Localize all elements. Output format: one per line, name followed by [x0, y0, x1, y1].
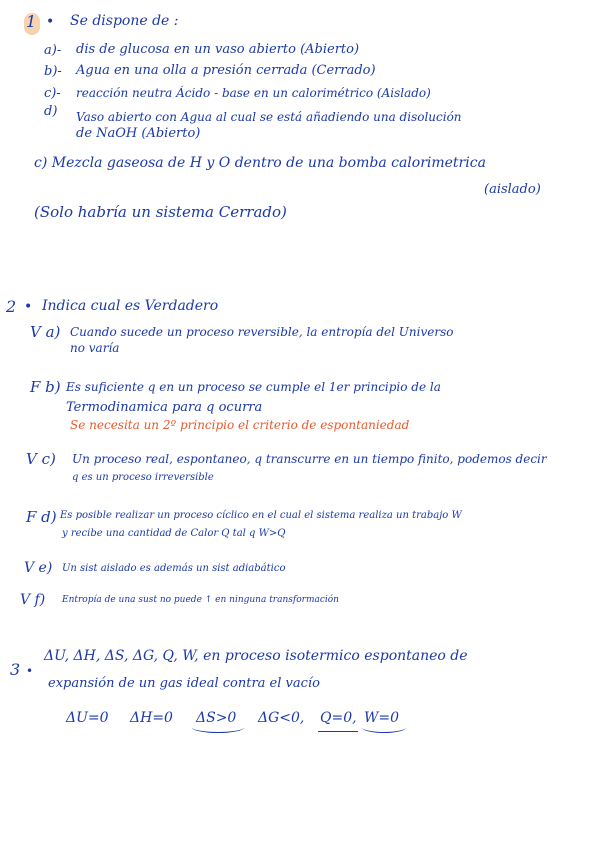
- answer-dg: ΔG<0,: [258, 710, 305, 726]
- item-2c-line1: Un proceso real, espontaneo, q transcurre en un tiempo finito, podemos decir: [72, 452, 547, 466]
- item-b-marker: b)-: [44, 64, 62, 79]
- item-c2-line1: c) Mezcla gaseosa de H y O dentro de una bomba calorimetrica: [34, 155, 486, 171]
- section1-bullet: •: [46, 14, 55, 30]
- section3-number: 3: [10, 660, 21, 679]
- item-2b-correction: Se necesita un 2º principio el criterio de espontaniedad: [70, 418, 410, 432]
- conclusion: (Solo habría un sistema Cerrado): [34, 203, 287, 221]
- item-2f-marker: V f): [20, 592, 46, 608]
- item-d-text-line2: de NaOH (Abierto): [76, 126, 201, 141]
- item-2d-marker: F d): [26, 508, 57, 526]
- section2-bullet: •: [24, 299, 33, 315]
- section1-number: 1: [26, 12, 37, 31]
- answer-ds: ΔS>0: [196, 710, 237, 726]
- item-2c-line2: q es un proceso irreversible: [72, 472, 214, 483]
- item-2e-line1: Un sist aislado es además un sist adiabático: [62, 563, 286, 574]
- item-2d-line1: Es posible realizar un proceso cíclico en el cual el sistema realiza un trabajo W: [60, 510, 462, 521]
- section3-line2: expansión de un gas ideal contra el vacío: [48, 676, 320, 691]
- item-c2-line2: (aislado): [484, 182, 541, 197]
- section2-heading: Indica cual es Verdadero: [42, 298, 219, 314]
- answer-dh: ΔH=0: [130, 710, 173, 726]
- item-a-marker: a)-: [44, 43, 62, 58]
- section3-line1: ΔU, ΔH, ΔS, ΔG, Q, W, en proceso isotermico espontaneo de: [44, 648, 468, 664]
- item-2b-line1: Es suficiente q en un proceso se cumple el 1er principio de la: [66, 380, 441, 394]
- item-b-text: Agua en una olla a presión cerrada (Cerrado): [76, 63, 376, 78]
- item-c-marker: c)-: [44, 86, 61, 101]
- item-d-text-line1: Vaso abierto con Agua al cual se está añadiendo una disolución: [76, 110, 462, 124]
- answer-du: ΔU=0: [66, 710, 109, 726]
- item-2f-line1: Entropía de una sust no puede ↑ en ninguna transformación: [62, 595, 339, 605]
- item-2a-line1: Cuando sucede un proceso reversible, la entropía del Universo: [70, 325, 454, 339]
- section3-bullet: •: [26, 664, 34, 678]
- section1-heading: Se dispone de :: [70, 13, 179, 29]
- item-2d-line2: y recibe una cantidad de Calor Q tal q W>Q: [62, 528, 286, 539]
- item-2c-marker: V c): [26, 450, 56, 468]
- item-2b-marker: F b): [30, 378, 61, 396]
- underline-w: [362, 722, 406, 733]
- underline-ds: [192, 722, 244, 733]
- item-d-marker: d): [44, 104, 58, 119]
- answer-q: Q=0,: [320, 710, 357, 726]
- item-2b-line2: Termodinamica para q ocurra: [66, 400, 263, 415]
- section2-number: 2: [6, 297, 17, 316]
- item-2a-line2: no varía: [70, 341, 120, 355]
- item-c-text: reacción neutra Ácido - base en un calorimétrico (Aislado): [76, 86, 431, 100]
- item-2a-marker: V a): [30, 323, 61, 341]
- answer-w: W=0: [364, 710, 400, 726]
- underline-q: [318, 731, 358, 732]
- item-2e-marker: V e): [24, 560, 53, 576]
- item-a-text: dis de glucosa en un vaso abierto (Abierto): [76, 42, 360, 57]
